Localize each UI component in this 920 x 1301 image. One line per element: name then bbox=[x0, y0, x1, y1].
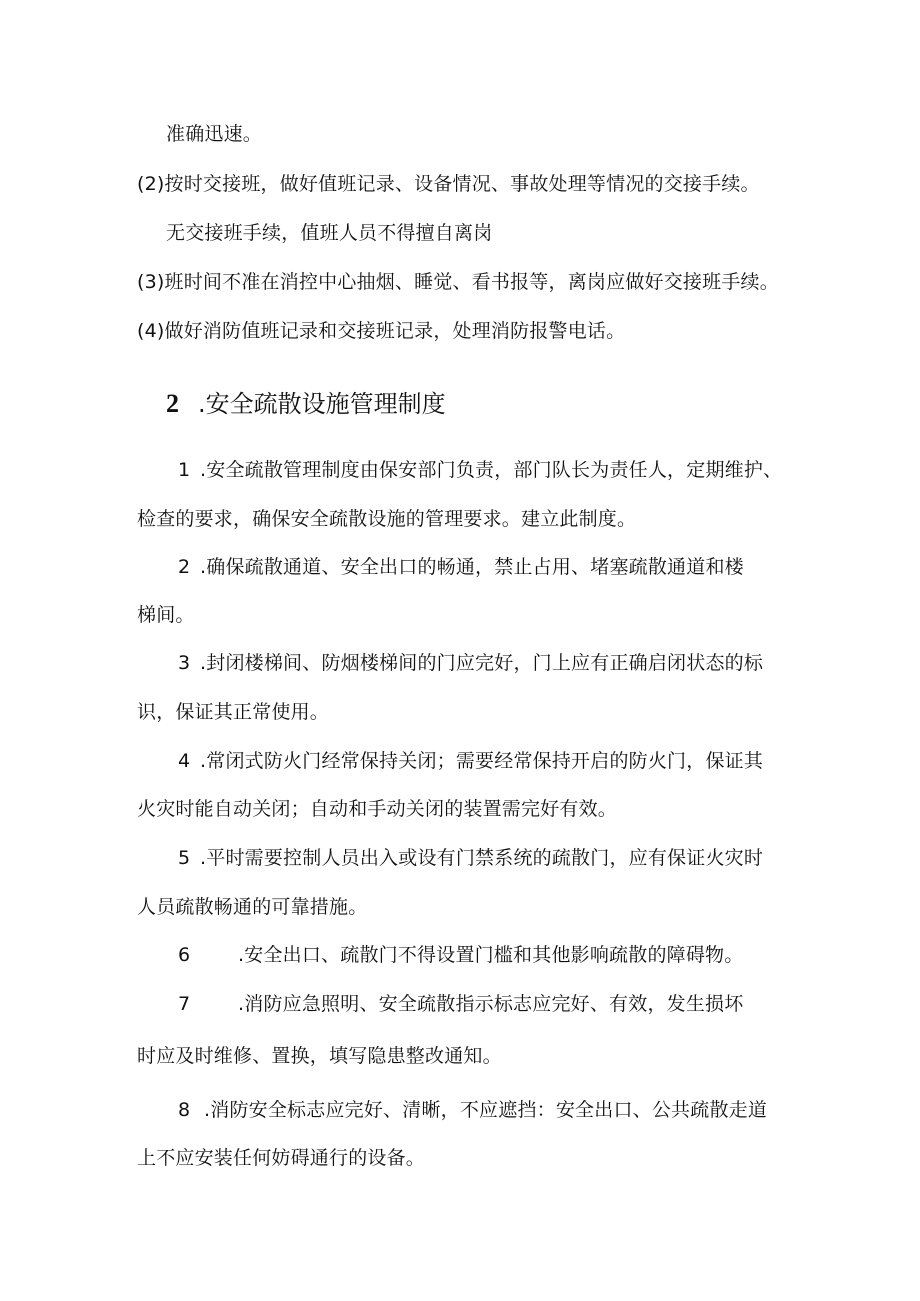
list-item-3-line-1 bbox=[178, 651, 763, 675]
list-item-1-line-2: 检查的要求，确保安全疏散设施的管理要求。建立此制度。 bbox=[137, 508, 637, 530]
list-item-5-line-2: 人员疏散畅通的可靠措施。 bbox=[137, 896, 368, 918]
item-2-line-2: 无交接班手续，值班人员不得擅自离岗 bbox=[166, 222, 493, 244]
list-item-7-number: 7 bbox=[178, 993, 191, 1015]
list-item-3-number: 3 bbox=[178, 652, 191, 674]
list-item-7-line-2: 时应及时维修、置换，填写隐患整改通知。 bbox=[137, 1045, 502, 1067]
list-item-2-number: 2 bbox=[178, 556, 191, 578]
list-item-6-line-1 bbox=[178, 943, 743, 967]
list-item-8-line-1 bbox=[178, 1098, 767, 1122]
list-item-6-number: 6 bbox=[178, 944, 191, 966]
list-item-5-text: .平时需要控制人员出入或设有门禁系统的疏散门，应有保证火灾时 bbox=[200, 847, 764, 869]
section-heading-number: 2 bbox=[166, 389, 179, 418]
list-item-8-number: 8 bbox=[178, 1099, 191, 1121]
list-item-8-text: .消防安全标志应完好、清晰，不应遮挡：安全出口、公共疏散走道 bbox=[204, 1099, 768, 1121]
paragraph-continuation: 准确迅速。 bbox=[166, 123, 263, 145]
item-2-line-1: (2)按时交接班，做好值班记录、设备情况、事故处理等情况的交接手续。 bbox=[137, 173, 760, 195]
list-item-2-line-2: 梯间。 bbox=[137, 604, 195, 626]
list-item-4-text: .常闭式防火门经常保持关闭；需要经常保持开启的防火门，保证其 bbox=[200, 750, 764, 772]
list-item-4-line-1 bbox=[178, 749, 763, 773]
item-4: (4)做好消防值班记录和交接班记录，处理消防报警电话。 bbox=[137, 320, 626, 342]
list-item-3-text: .封闭楼梯间、防烟楼梯间的门应完好，门上应有正确启闭状态的标 bbox=[200, 652, 764, 674]
list-item-7-line-1 bbox=[178, 992, 743, 1016]
list-item-1-text: .安全疏散管理制度由保安部门负责，部门队长为责任人，定期维护、 bbox=[200, 459, 783, 481]
list-item-4-number: 4 bbox=[178, 750, 191, 772]
list-item-7-text: .消防应急照明、安全疏散指示标志应完好、有效，发生损坏 bbox=[238, 993, 744, 1015]
section-heading bbox=[166, 389, 446, 419]
list-item-2-line-1 bbox=[178, 555, 744, 579]
list-item-8-line-2: 上不应安装任何妨碍通行的设备。 bbox=[137, 1147, 426, 1169]
list-item-4-line-2: 火灾时能自动关闭；自动和手动关闭的装置需完好有效。 bbox=[137, 798, 618, 820]
section-heading-text: .安全疏散设施管理制度 bbox=[198, 390, 446, 418]
list-item-5-number: 5 bbox=[178, 847, 191, 869]
list-item-1-number: 1 bbox=[178, 459, 191, 481]
list-item-1-line-1 bbox=[178, 458, 782, 482]
list-item-5-line-1 bbox=[178, 846, 763, 870]
list-item-2-text: .确保疏散通道、安全出口的畅通，禁止占用、堵塞疏散通道和楼 bbox=[200, 556, 744, 578]
list-item-3-line-2: 识，保证其正常使用。 bbox=[137, 701, 330, 723]
item-3: (3)班时间不准在消控中心抽烟、睡觉、看书报等，离岗应做好交接班手续。 bbox=[137, 271, 779, 293]
list-item-6-text: .安全出口、疏散门不得设置门槛和其他影响疏散的障碍物。 bbox=[238, 944, 744, 966]
